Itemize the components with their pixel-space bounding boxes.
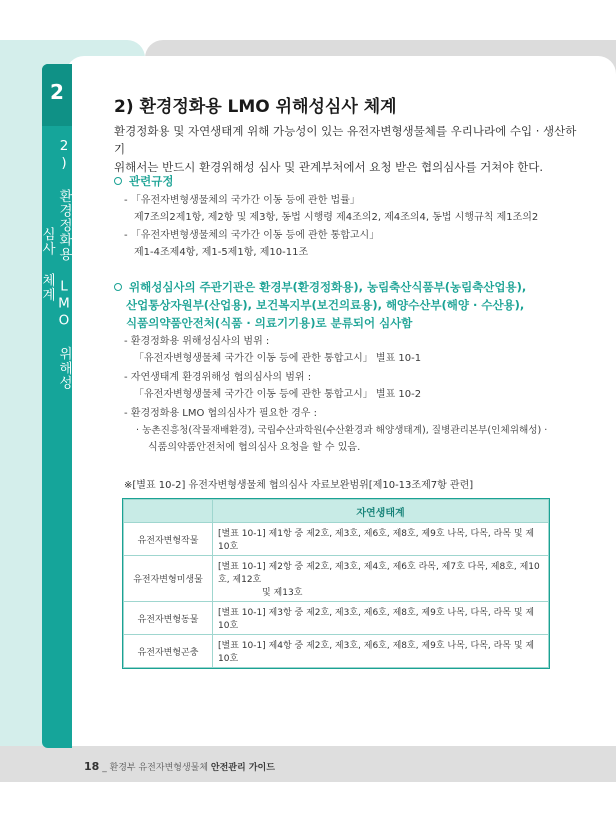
review-scope-table-grid [123, 499, 549, 668]
agency-item: - 환경정화용 LMO 협의심사가 필요한 경우 : [124, 408, 318, 419]
intro-line: 환경정화용 및 자연생태계 위해 가능성이 있는 유전자변형생물체를 우리나라에 수입 · 생산하기 [114, 124, 577, 156]
regulation-item: - 「유전자변형생물체의 국가간 이동 등에 관한 법률」 [124, 195, 360, 206]
agencies-heading-line: 산업통상자원부(산업용), 보건복지부(보건의료용), 해양수산부(해양 · 수산용), [126, 298, 525, 312]
footer-ministry: _ 환경부 유전자변형생물체 [102, 763, 209, 773]
agency-item: · 농촌진흥청(작물재배환경), 국립수산과학원(수산환경과 해양생태계), 질병관리본부(인체위해성) · [136, 425, 548, 436]
agency-item: 「유전자변형생물체 국가간 이동 등에 관한 통합고시」 별표 10-2 [134, 389, 422, 400]
table-cell-scope-line: [별표 10-1] 제2항 중 제2호, 제3호, 제4호, 제6호 라목, 제7호 다목, 제8호, 제10호, 제12호 [218, 562, 540, 585]
table-cell-scope [213, 556, 549, 602]
table-row [124, 602, 549, 635]
intro-paragraph [114, 122, 584, 176]
table-cell-scope: [별표 10-1] 제1항 중 제2호, 제3호, 제6호, 제8호, 제9호 나목, 다목, 라목 및 제10호 [213, 523, 549, 556]
table-header-row [124, 500, 549, 523]
agencies-heading-line: 위해성심사의 주관기관은 환경부(환경정화용), 농림축산식품부(농림축산업용), [129, 280, 527, 294]
regulation-item: - 「유전자변형생물체의 국가간 이동 등에 관한 통합고시」 [124, 230, 380, 241]
table-cell-scope: [별표 10-1] 제4항 중 제2호, 제3호, 제6호, 제8호, 제9호 나목, 다목, 라목 및 제10호 [213, 635, 549, 668]
regulation-item: 제7조의2제1항, 제2항 및 제3항, 동법 시행령 제4조의2, 제4조의4, 동법 시행규칙 제1조의2 [134, 212, 539, 223]
table-row [124, 523, 549, 556]
circle-bullet-icon [114, 283, 122, 291]
agencies-heading-line: 식품의약품안전처(식품 · 의료기기용)로 분류되어 심사함 [126, 316, 413, 330]
table-note: ※[별표 10-2] 유전자변형생물체 협의심사 자료보완범위[제10-13조제7항 관련] [124, 480, 474, 491]
table-header-environment: 자연생태계 [213, 500, 549, 523]
chapter-number: 2 [50, 80, 64, 104]
table-cell-scope-line: 및 제13호 [262, 588, 303, 598]
regulations-heading [114, 172, 584, 190]
table-row [124, 635, 549, 668]
agency-item: - 자연생태계 환경위해성 협의심사의 범위 : [124, 372, 312, 383]
agency-item: 「유전자변형생물체 국가간 이동 등에 관한 통합고시」 별표 10-1 [134, 353, 422, 364]
agency-item: - 환경정화용 위해성심사의 범위 : [124, 336, 270, 347]
table-cell-category: 유전자변형동물 [124, 602, 213, 635]
page-title: 2) 환경정화용 LMO 위해성심사 체계 [114, 97, 397, 117]
table-row [124, 556, 549, 602]
regulations-heading-text: 관련규정 [129, 174, 174, 188]
regulation-item: 제1-4조제4항, 제1-5제1항, 제10-11조 [134, 247, 309, 258]
chapter-vertical-title: 2) 환경정화용 LMO 위해성심사 체계 [39, 138, 72, 390]
agency-item: 식품의약품안전처에 협의심사 요청을 할 수 있음. [148, 442, 361, 453]
agencies-heading [114, 278, 584, 332]
page-footer [84, 760, 275, 773]
intro-line: 위해서는 반드시 환경위해성 심사 및 관계부처에서 요청 받은 협의심사를 거쳐야 한다. [114, 160, 544, 174]
circle-bullet-icon [114, 177, 122, 185]
table-header-blank [124, 500, 213, 523]
table-cell-category: 유전자변형곤충 [124, 635, 213, 668]
table-cell-scope: [별표 10-1] 제3항 중 제2호, 제3호, 제6호, 제8호, 제9호 나목, 다목, 라목 및 제10호 [213, 602, 549, 635]
review-scope-table [122, 498, 550, 669]
footer-guide-title: 안전관리 가이드 [210, 763, 275, 773]
page-number: 18 [84, 760, 100, 773]
table-cell-category: 유전자변형작물 [124, 523, 213, 556]
table-cell-category: 유전자변형미생물 [124, 556, 213, 602]
